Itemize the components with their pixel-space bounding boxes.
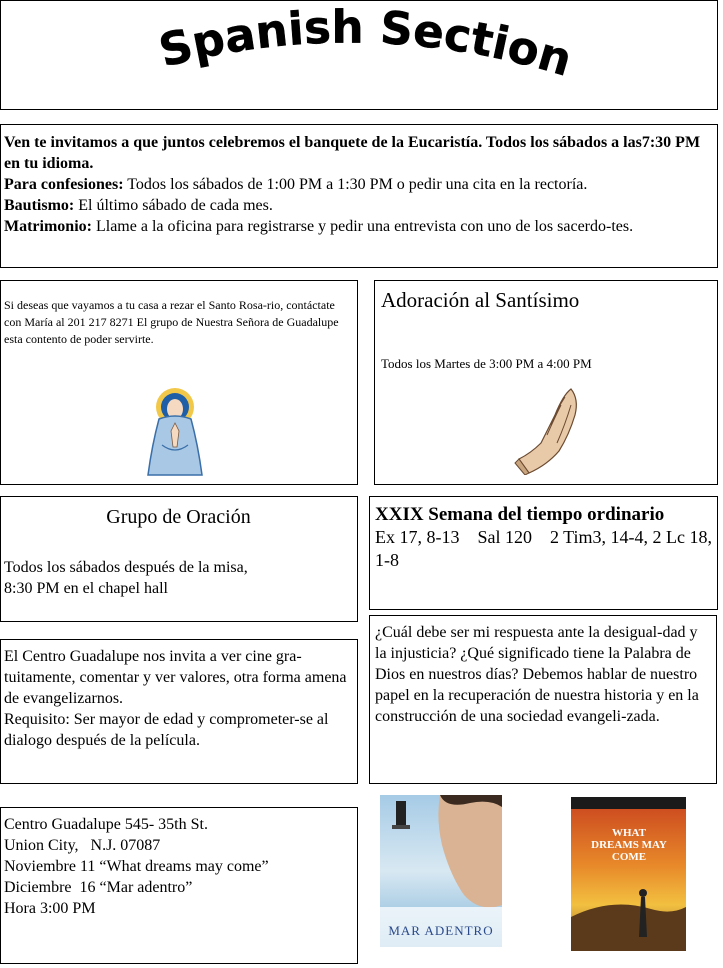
what-dreams-poster [571,797,686,951]
semana-box [369,496,718,610]
praying-hands-icon [511,385,589,475]
what-dreams-title: WHAT DREAMS MAY COME [591,827,667,863]
rosario-box [0,280,358,485]
confesiones-label: Para confesiones: [4,176,124,193]
semana-title: XXIX Semana del tiempo ordinario [375,504,665,525]
svg-text:Spanish Section [154,1,578,87]
eucaristia-box [0,124,718,268]
centro-box [0,807,358,964]
reflexion-text: ¿Cuál debe ser mi respuesta ante la desigual-dad y la injusticia? ¿Qué significado tiene la Palabra de Dios en nuestros días? Debemos hablar de nuestro papel en la recuperación de nuestra historia y en la construcción de una sociedad evangeli-zada. [375,624,699,725]
adoracion-title: Adoración al Santísimo [381,288,580,312]
matrimonio-text: Llame a la oficina para registrarse y pedir una entrevista con uno de los sacerdo-tes. [91,218,634,235]
centro-address2: Union City, N.J. 07087 [4,837,161,854]
matrimonio-label: Matrimonio: [4,218,92,235]
bautismo-text: El último sábado de cada mes. [74,197,273,214]
cine-requisito: Requisito: Ser mayor de edad y comprometer-se al dialogo después de la película. [4,711,329,749]
mar-adentro-title: MAR ADENTRO [388,923,494,938]
rosario-text: Si deseas que vayamos a tu casa a rezar el Santo Rosa-rio, contáctate con María al 201 217 8271 El grupo de Nuestra Señora de Guadalupe esta contento de poder servirte. [4,298,339,346]
cine-box [0,639,358,784]
confesiones-text: Todos los sábados de 1:00 PM a 1:30 PM o pedir una cita en la rectoría. [123,176,588,193]
centro-address1: Centro Guadalupe 545- 35th St. [4,816,208,833]
bautismo-line [4,195,713,216]
reflexion-box [369,615,717,784]
what-dreams-art [571,797,686,951]
eucaristia-intro: Ven te invitamos a que juntos celebremos el banquete de la Eucaristía. Todos los sábados a las7:30 PM en tu idioma. [4,134,701,172]
mar-adentro-poster [380,795,502,947]
header-title [1,1,717,109]
confesiones-line [4,174,713,195]
grupo-oracion-title: Grupo de Oración [106,506,251,528]
matrimonio-line [4,216,713,237]
centro-event2: Diciembre 16 “Mar adentro” [4,879,193,896]
grupo-oracion-box [0,496,358,622]
virgin-mary-icon [144,385,206,477]
header-box [0,0,718,110]
grupo-oracion-line1: Todos los sábados después de la misa, [4,559,248,576]
adoracion-schedule: Todos los Martes de 3:00 PM a 4:00 PM [381,356,592,371]
header-title-text: Spanish Section [153,1,578,87]
adoracion-box [374,280,718,485]
bautismo-label: Bautismo: [4,197,75,214]
semana-readings: Ex 17, 8-13 Sal 120 2 Tim3, 14-4, 2 Lc 18, 1-8 [375,527,717,570]
centro-event1: Noviembre 11 “What dreams may come” [4,858,269,875]
grupo-oracion-line2: 8:30 PM en el chapel hall [4,580,168,597]
cine-text: El Centro Guadalupe nos invita a ver cine gra-tuitamente, comentar y ver valores, otra forma amena de evangelizarnos. [4,648,347,707]
centro-time: Hora 3:00 PM [4,900,96,917]
